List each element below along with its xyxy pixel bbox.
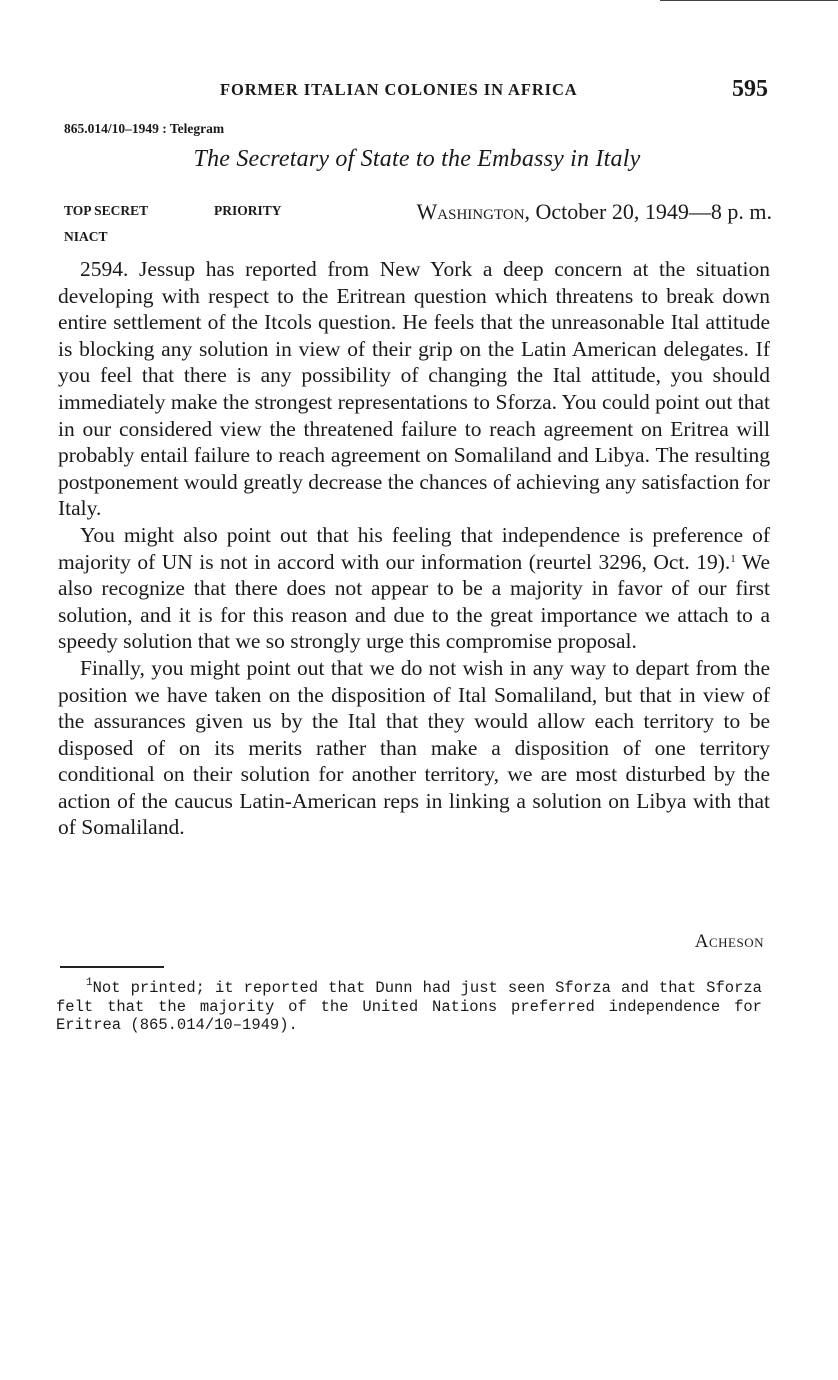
signature: Acheson — [694, 931, 764, 952]
footnote-marker: 1 — [86, 977, 93, 989]
footnote-text: Not printed; it reported that Dunn had just seen Sforza and that Sforza felt that the majority of the United Nations preferred independence for Eritrea (865.014/10–1949). — [56, 979, 762, 1034]
dateline-place: Washington, — [416, 199, 531, 224]
classification-top-secret: TOP SECRET — [64, 203, 149, 218]
running-head-title: FORMER ITALIAN COLONIES IN AFRICA — [220, 80, 578, 99]
document-file-reference: 865.014/10–1949 : Telegram — [64, 121, 225, 136]
dateline-date: October 20, 1949—8 p. m. — [530, 199, 772, 224]
top-edge-rule — [660, 0, 838, 1]
paragraph-1: 2594. Jessup has reported from New York a deep concern at the situation developing with respect to the Eritrean question which threatens to break down entire settlement of the Itcols question. He feels that the unreasonable Ital attitude is blocking any solution in view of their grip on the Latin American delegates. If you feel that there is any possibility of changing the Ital attitude, you should immediately make the strongest representations to Sforza. You could point out that in our considered view the threatened failure to reach agreement on Eritrea will probably entail failure to reach agreement on Somaliland and Libya. The resulting postponement would greatly decrease the chances of achieving any satisfaction for Italy. — [58, 257, 770, 521]
dateline — [372, 199, 772, 225]
page-number: 595 — [732, 76, 768, 102]
paragraph-3: Finally, you might point out that we do not wish in any way to depart from the position we have taken on the disposition of Ital Somaliland, but that in view of the assurances given us by the Ital that they would allow each territory to be disposed of on its merits rather than make a disposition of one territory conditional on their solution for another territory, we are most disturbed by the action of the caucus Latin-American reps in linking a solution on Libya with that of Somaliland. — [58, 655, 770, 840]
paragraph-2-part-b: We also recognize that there does not appear to be a majority in favor of our first solution, and it is for this reason and due to the great importance we attach to a speedy solution that we so strongly urge this compromise proposal. — [58, 549, 770, 654]
footnote-reference: 1 — [730, 552, 736, 565]
telegram-body — [58, 256, 770, 841]
classification-priority: PRIORITY — [214, 203, 282, 218]
paragraph-2 — [58, 522, 770, 655]
footnote-rule — [60, 966, 164, 968]
footnote — [56, 979, 762, 1035]
document-title: The Secretary of State to the Embassy in Italy — [193, 146, 641, 172]
classification-niact: NIACT — [64, 229, 108, 244]
paragraph-2-part-a: You might also point out that his feeling that independence is preference of majority of UN is not in accord with our information (reurtel 3296, Oct. 19). — [58, 522, 770, 574]
